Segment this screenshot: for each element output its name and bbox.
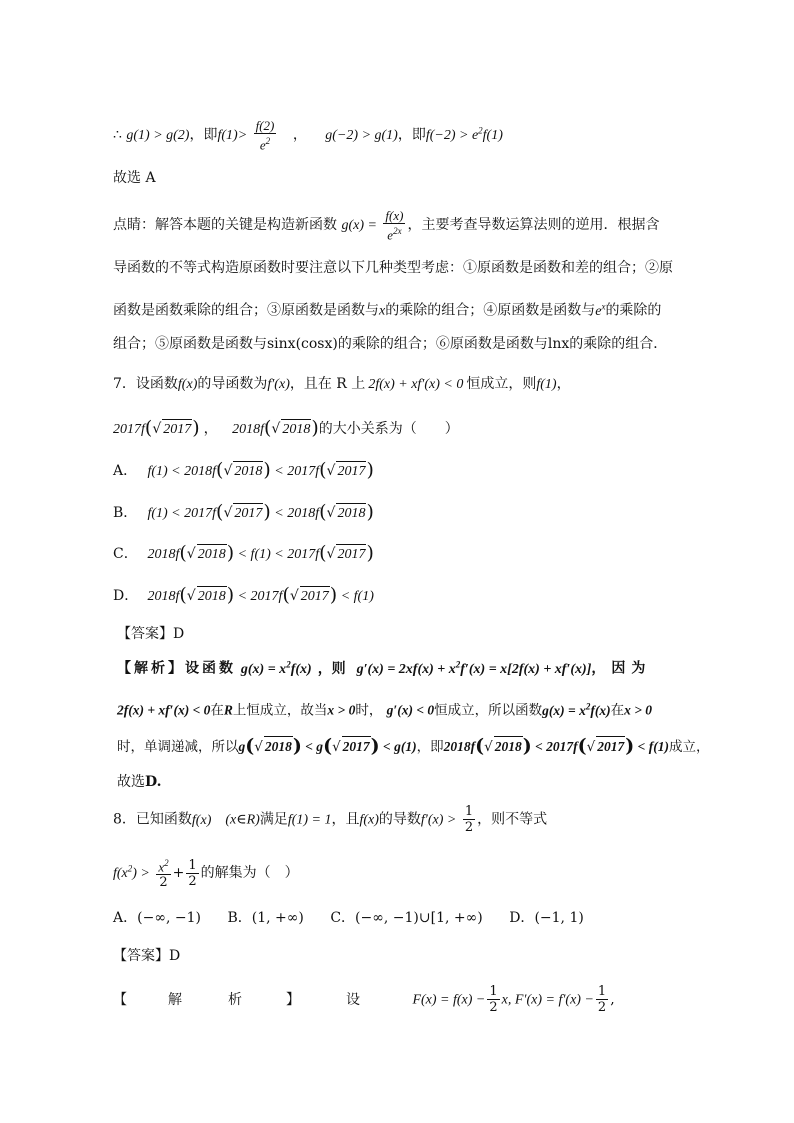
solution-7-line-4: 故选D. <box>117 774 162 790</box>
choose-a-text: 故选 A <box>113 170 156 186</box>
text-ji: ，即 <box>189 127 218 144</box>
q7-option-b: B． f(1) < 2017f(√ 2017) < 2018f(√ 2018) <box>113 501 374 523</box>
solution-7-line-3: 时，单调递减，所以g(√ 2018) < g(√ 2017) < g(1)，即2018f(√ 2018) < 2017f(√ 2017) < f(1)成立， <box>117 735 710 757</box>
tip-prefix: 点睛：解答本题的关键是构造新函数 <box>113 217 337 234</box>
tip-suffix: ，主要考查导数运算法则的逆用．根据含 <box>407 217 660 234</box>
math-g1-gt-g2: g(1) > g(2) <box>126 128 190 144</box>
tip-line-4: 组合；⑤原函数是函数与sinx(cosx)的乘除的组合；⑥原函数是函数与lnx的乘除的组合． <box>113 336 668 352</box>
math-f1-gt: f(1)> <box>217 128 248 144</box>
math-g-neg2-gt-g1: g(−2) > g(1) <box>325 128 398 144</box>
q7-option-d: D． 2018f(√ 2018) < 2017f(√ 2017) < f(1) <box>113 584 374 606</box>
answer-8: 【答案】D <box>113 948 181 964</box>
answer-7: 【答案】D <box>117 626 185 642</box>
q7-option-a: A． f(1) < 2018f(√ 2018) < 2017f(√ 2017) <box>113 459 374 481</box>
question-8-line-1: 8．已知函数f(x) (x∈R)满足f(1) = 1，且f(x)的导数f′(x) > $\frac{1}{2}$ ，则不等式 <box>113 804 548 835</box>
solution-line-1 <box>113 118 503 152</box>
solution-7-line-2: 2f(x) + xf′(x) < 0在R上恒成立，故当x > 0时， g′(x) < 0恒成立，所以函数$g(x) = x^2f(x)$在x > 0 <box>117 701 653 719</box>
text-ji-2: ，即 <box>397 127 426 144</box>
tip-line-3: 函数是函数乘除的组合；③原函数是函数与x的乘除的组合；④原函数是函数与$e^x$的乘除的 <box>113 301 662 319</box>
fraction-denominator: $e^2$ <box>259 136 271 153</box>
math-f-neg2-gt: $f(-2) > e^2f(1)$ <box>425 125 503 144</box>
math: $g(x) = x^2f(x)$ <box>240 659 312 677</box>
fraction-f2-e2 <box>254 118 277 152</box>
comma: ， <box>292 127 307 144</box>
question-8-line-2: $f(x^2)$ > $\frac{x^2}{2}$ + $\frac{1}{2}$ 的解集为（ ） <box>113 857 299 891</box>
tip-line-1 <box>113 208 659 242</box>
q7-option-c: C． 2018f(√ 2018) < f(1) < 2017f(√ 2017) <box>113 542 374 564</box>
fraction-fx-e2x <box>383 208 405 242</box>
q8-options: A．(−∞, −1) B．(1, +∞) C．(−∞, −1)∪[1, +∞) D．(−1, 1) <box>113 910 584 926</box>
tip-line-2: 导函数的不等式构造原函数时要注意以下几种类型考虑：①原函数是函数和差的组合；②原 <box>113 260 673 276</box>
fraction-denominator: $e^{2x}$ <box>387 226 402 243</box>
question-7-line-1: 7．设函数f(x)的导函数为f′(x)，且在 R 上 2f(x) + xf′(x) < 0 恒成立，则f(1)， <box>113 376 571 392</box>
therefore-symbol: ∴ <box>113 127 122 144</box>
fraction-numerator: f(x) <box>385 208 404 223</box>
math-gx-eq: g(x) = <box>341 218 377 234</box>
question-7-line-2: 2017f(√ 2017) ， 2018f(√ 2018)的大小关系为（ ） <box>113 417 459 439</box>
solution-7-line-1: 【解析】设函数 $g(x) = x^2f(x)$ ，则 $g'(x) = 2xf(x) + x^2f'(x) = x[2f(x) + xf'(x)]$，因为 <box>117 659 652 677</box>
solution-8-line-1: 【 解 析 】 设 F(x) = f(x) − $\frac{1}{2}$ x, F′(x) = f′(x) − $\frac{1}{2}$ , <box>113 984 615 1015</box>
fraction-numerator: f(2) <box>255 118 275 133</box>
